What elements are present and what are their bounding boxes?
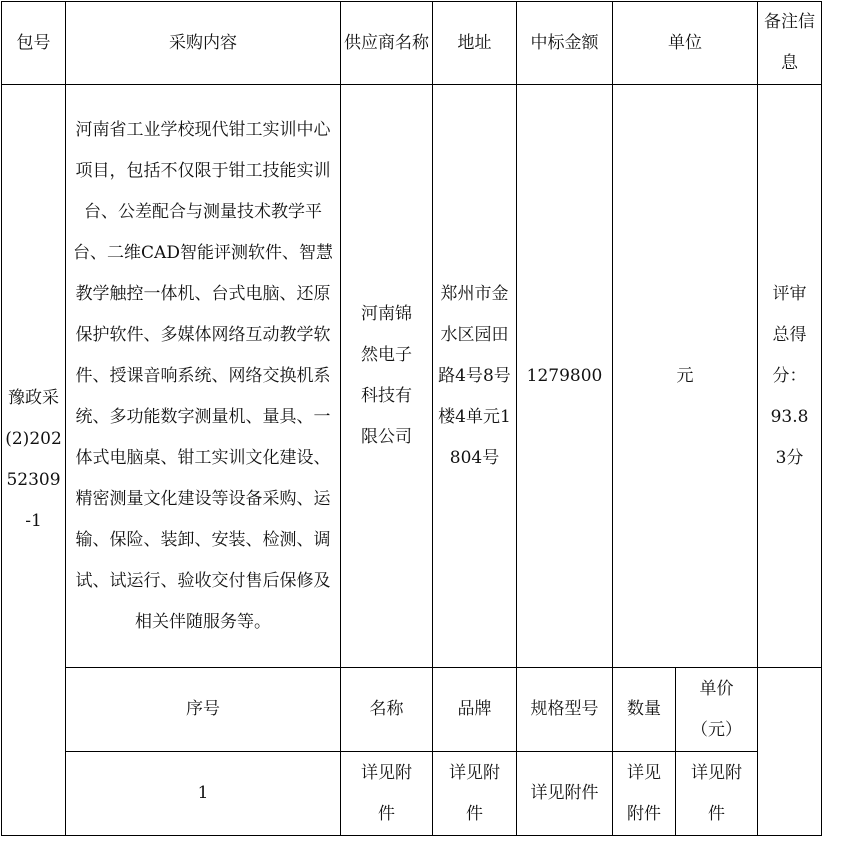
header-content: 采购内容 (66, 2, 341, 85)
package-no-cell: 豫政采(2)20252309-1 (2, 85, 66, 836)
item-unit-price: 详见附件 (676, 752, 758, 836)
header-package-no: 包号 (2, 2, 66, 85)
header-amount: 中标金额 (517, 2, 613, 85)
item-qty: 详见附件 (613, 752, 676, 836)
sub-header-unit-price: 单价（元） (676, 668, 758, 752)
sub-header-seq: 序号 (66, 668, 341, 752)
item-row (2, 752, 822, 836)
sub-header-row (2, 668, 822, 752)
content-cell: 河南省工业学校现代钳工实训中心项目，包括不仅限于钳工技能实训台、公差配合与测量技术教学平台、二维CAD智能评测软件、智慧教学触控一体机、台式电脑、还原保护软件、多媒体网络互动教学软件、授课音响系统、网络交换机系统、多功能数字测量机、量具、一体式电脑桌、钳工实训文化建设、精密测量文化建设等设备采购、运输、保险、装卸、安装、检测、调试、试运行、验收交付售后保修及相关伴随服务等。 (66, 85, 341, 668)
sub-header-brand: 品牌 (433, 668, 517, 752)
header-remarks: 备注信息 (758, 2, 822, 85)
amount-cell: 1279800 (517, 85, 613, 668)
header-unit: 单位 (613, 2, 758, 85)
procurement-result-table (1, 1, 822, 836)
supplier-cell: 河南锦然电子科技有限公司 (341, 85, 433, 668)
sub-header-spec: 规格型号 (517, 668, 613, 752)
header-address: 地址 (433, 2, 517, 85)
item-name: 详见附件 (341, 752, 433, 836)
remarks-cell: 评审总得分：93.83分 (758, 85, 822, 668)
header-supplier: 供应商名称 (341, 2, 433, 85)
item-spec: 详见附件 (517, 752, 613, 836)
empty-cell (758, 668, 822, 836)
unit-cell: 元 (613, 85, 758, 668)
address-cell: 郑州市金水区园田路4号8号楼4单元1804号 (433, 85, 517, 668)
header-row (2, 2, 822, 85)
sub-header-qty: 数量 (613, 668, 676, 752)
table-row (2, 85, 822, 668)
item-brand: 详见附件 (433, 752, 517, 836)
item-seq: 1 (66, 752, 341, 836)
sub-header-name: 名称 (341, 668, 433, 752)
